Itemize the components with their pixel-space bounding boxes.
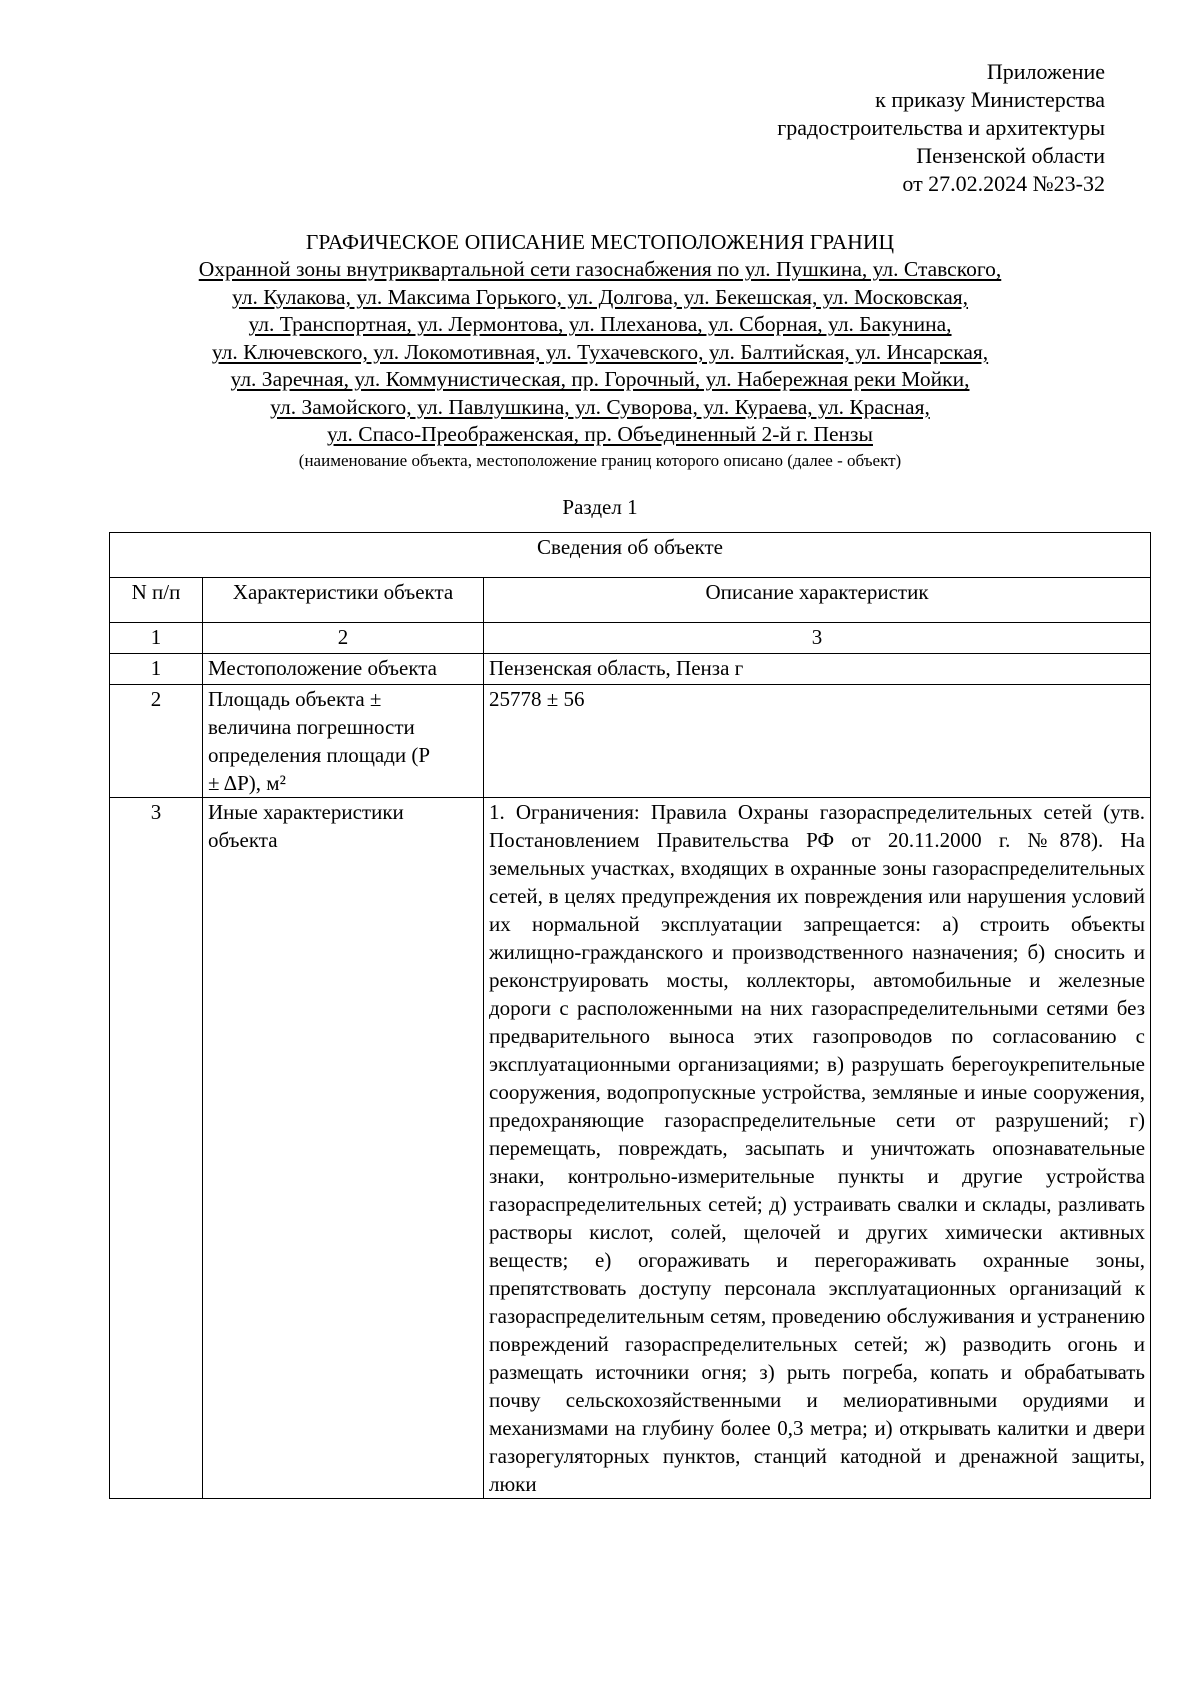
row-number: 2 xyxy=(110,685,203,798)
object-name-line: Охранной зоны внутриквартальной сети газоснабжения по ул. Пушкина, ул. Ставского, xyxy=(198,257,1002,281)
object-caption: (наименование объекта, местоположение границ которого описано (далее - объект) xyxy=(298,450,902,470)
characteristic-line: определения площади (P xyxy=(208,743,431,767)
appendix-line: Приложение xyxy=(986,59,1105,84)
characteristic-line: ± ΔP), м² xyxy=(208,771,286,795)
row-description: Пензенская область, Пенза г xyxy=(484,654,1151,685)
object-name xyxy=(110,256,1090,449)
table-caption-row xyxy=(110,533,1151,578)
appendix-header xyxy=(777,58,1105,198)
table-header-row xyxy=(110,578,1151,623)
characteristic-line: величина погрешности xyxy=(208,715,415,739)
title-block xyxy=(110,228,1090,472)
column-number: 2 xyxy=(203,623,484,654)
table-row xyxy=(110,798,1151,1499)
characteristic-line: Площадь объекта ± xyxy=(208,687,382,711)
row-characteristic xyxy=(203,798,484,1499)
object-name-line: ул. Спасо-Преображенская, пр. Объединенный 2-й г. Пензы xyxy=(327,422,873,446)
table-row xyxy=(110,685,1151,798)
row-characteristic: Местоположение объекта xyxy=(203,654,484,685)
header-cell-description: Описание характеристик xyxy=(484,578,1151,623)
row-number: 1 xyxy=(110,654,203,685)
header-cell-characteristic: Характеристики объекта xyxy=(203,578,484,623)
section-label: Раздел 1 xyxy=(562,495,638,519)
object-name-line: ул. Заречная, ул. Коммунистическая, пр. Горочный, ул. Набережная реки Мойки, xyxy=(230,367,970,391)
header-cell-num: N п/п xyxy=(110,578,203,623)
document-title: ГРАФИЧЕСКОЕ ОПИСАНИЕ МЕСТОПОЛОЖЕНИЯ ГРАНИЦ xyxy=(305,230,895,254)
column-number: 1 xyxy=(110,623,203,654)
column-number: 3 xyxy=(484,623,1151,654)
table-row xyxy=(110,654,1151,685)
object-name-line: ул. Замойского, ул. Павлушкина, ул. Суворова, ул. Кураева, ул. Красная, xyxy=(270,394,930,419)
column-number-row xyxy=(110,623,1151,654)
appendix-line: к приказу Министерства xyxy=(875,87,1105,112)
characteristic-line: объекта xyxy=(208,828,278,852)
row-description: 25778 ± 56 xyxy=(484,685,1151,798)
object-name-line: ул. Ключевского, ул. Локомотивная, ул. Тухачевского, ул. Балтийская, ул. Инсарская, xyxy=(211,339,989,364)
object-info-table xyxy=(109,532,1151,1499)
object-name-line: ул. Транспортная, ул. Лермонтова, ул. Плеханова, ул. Сборная, ул. Бакунина, xyxy=(248,312,952,336)
row-characteristic xyxy=(203,685,484,798)
appendix-line: Пензенской области xyxy=(916,143,1105,168)
appendix-line: градостроительства и архитектуры xyxy=(777,115,1105,140)
characteristic-line: Иные характеристики xyxy=(208,800,404,824)
row-number: 3 xyxy=(110,798,203,1499)
table-caption: Сведения об объекте xyxy=(110,533,1151,578)
row-description: 1. Ограничения: Правила Охраны газораспределительных сетей (утв. Постановлением Правительства РФ от 20.11.2000 г. №878). На земельных участках, входящих в охранные зоны газораспределительных сетей, в целях предупреждения их повреждения или нарушения условий их нормальной эксплуатации запрещается: а) строить объекты жилищно-гражданского и производственного назначения; б) сносить и реконструировать мосты, коллекторы, автомобильные и железные дороги с расположенными на них газораспределительными сетями без предварительного выноса этих газопроводов по согласованию с эксплуатационными организациями; в) разрушать берегоукрепительные сооружения, водопропускные устройства, земляные и иные сооружения, предохраняющие газораспределительные сети от разрушений; г) перемещать, повреждать, засыпать и уничтожать опознавательные знаки, контрольно-измерительные пункты и другие устройства газораспределительных сетей; д) устраивать свалки и склады, разливать растворы кислот, солей, щелочей и других химически активных веществ; е) огораживать и перегораживать охранные зоны, препятствовать доступу персонала эксплуатационных организаций к газораспределительным сетям, проведению обслуживания и устранению повреждений газораспределительных сетей; ж) разводить огонь и размещать источники огня; з) рыть погреба, копать и обрабатывать почву сельскохозяйственными и мелиоративными орудиями и механизмами на глубину более 0,3 метра; и) открывать калитки и двери газорегуляторных пунктов, станций катодной и дренажной защиты, люки xyxy=(484,798,1151,1499)
object-name-line: ул. Кулакова, ул. Максима Горького, ул. Долгова, ул. Бекешская, ул. Московская, xyxy=(231,284,969,309)
appendix-line: от 27.02.2024 №23-32 xyxy=(902,171,1105,196)
